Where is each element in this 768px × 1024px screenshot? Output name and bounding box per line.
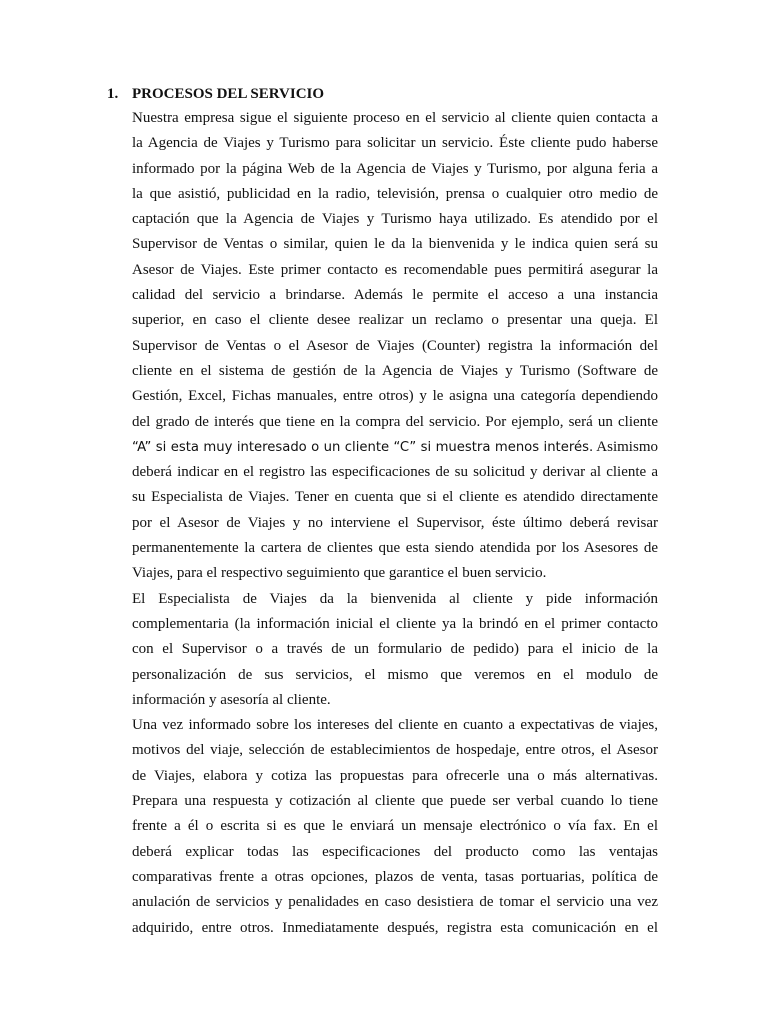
text-line: Viajes, para el respectivo seguimiento que garantice el buen servicio.: [132, 565, 547, 582]
text-line: del grado de interés que tiene en la compra del servicio. Por ejemplo, será un cliente: [132, 413, 658, 430]
section-title: PROCESOS DEL SERVICIO: [132, 86, 325, 102]
text-line: El Especialista de Viajes da la bienvenida al cliente y pide información: [132, 590, 658, 607]
section-number: 1.: [107, 86, 119, 102]
text-line: calidad del servicio a brindarse. Además le permite el acceso a una instancia: [132, 287, 658, 304]
text-line: su Especialista de Viajes. Tener en cuenta que si el cliente es atendido directamente: [132, 489, 658, 506]
text-line: comparativas frente a otras opciones, plazos de venta, tasas portuarias, política de: [132, 868, 658, 885]
text-line: Una vez informado sobre los intereses del cliente en cuanto a expectativas de viajes,: [132, 717, 658, 734]
text-line: deberá explicar todas las especificaciones del producto como las ventajas: [132, 843, 658, 860]
section-heading: [107, 84, 324, 104]
text-line: Gestión, Excel, Fichas manuales, entre otros) y le asigna una categoría dependiendo: [132, 388, 658, 405]
text-line: la Agencia de Viajes y Turismo para solicitar un servicio. Éste cliente pudo haberse: [132, 135, 658, 152]
text-line: la que asistió, publicidad en la radio, televisión, prensa o cualquier otro medio de: [132, 185, 658, 202]
text-line: Nuestra empresa sigue el siguiente proceso en el servicio al cliente quien contacta a: [132, 110, 658, 126]
text-line: complementaria (la información inicial el cliente ya la brindó en el primer contacto: [132, 615, 658, 632]
text-line-mixed: [132, 435, 658, 460]
text-line: de Viajes, elabora y cotiza las propuestas para ofrecerle una o más alternativas.: [132, 767, 658, 784]
text-line: motivos del viaje, selección de establecimientos de hospedaje, entre otros, el Asesor: [132, 742, 658, 759]
text-line: deberá indicar en el registro las especificaciones de su solicitud y derivar al cliente a: [132, 464, 658, 481]
text-line: informado por la página Web de la Agencia de Viajes y Turismo, por alguna feria a: [132, 160, 658, 177]
text-line: Asesor de Viajes. Este primer contacto es recomendable pues permitirá asegurar la: [132, 261, 658, 278]
text-line: con el Supervisor o a través de un formulario de pedido) para el inicio de la: [132, 641, 658, 658]
text-line: Supervisor de Ventas o el Asesor de Viajes (Counter) registra la información del: [132, 337, 658, 354]
text-line: por el Asesor de Viajes y no interviene el Supervisor, éste último deberá revisar: [132, 514, 658, 531]
text-line: frente a él o escrita si es que le enviará un mensaje electrónico o vía fax. En el: [132, 818, 658, 835]
text-line: captación que la Agencia de Viajes y Turismo haya utilizado. Es atendido por el: [132, 211, 658, 228]
text-line: Prepara una respuesta y cotización al cliente que puede ser verbal cuando lo tiene: [132, 793, 658, 810]
text-line: superior, en caso el cliente desee realizar un reclamo o presentar una queja. El: [132, 312, 658, 329]
body-text: [132, 106, 658, 941]
text-line: personalización de sus servicios, el mismo que veremos en el modulo de: [132, 666, 658, 683]
text-line: cliente en el sistema de gestión de la Agencia de Viajes y Turismo (Software de: [132, 362, 658, 379]
text-line: adquirido, entre otros. Inmediatamente después, registra esta comunicación en el: [132, 919, 658, 936]
text-line: Supervisor de Ventas o similar, quien le da la bienvenida y le indica quien será su: [132, 236, 658, 253]
text-line: permanentemente la cartera de clientes que esta siendo atendida por los Asesores de: [132, 540, 658, 557]
text-line-serif-part: Asimismo: [593, 438, 658, 455]
text-line: anulación de servicios y penalidades en caso desistiera de tomar el servicio una vez: [132, 894, 658, 911]
text-line: información y asesoría al cliente.: [132, 691, 331, 708]
text-line-sans-part: “A” si esta muy interesado o un cliente “C” si muestra menos interés.: [132, 439, 594, 455]
